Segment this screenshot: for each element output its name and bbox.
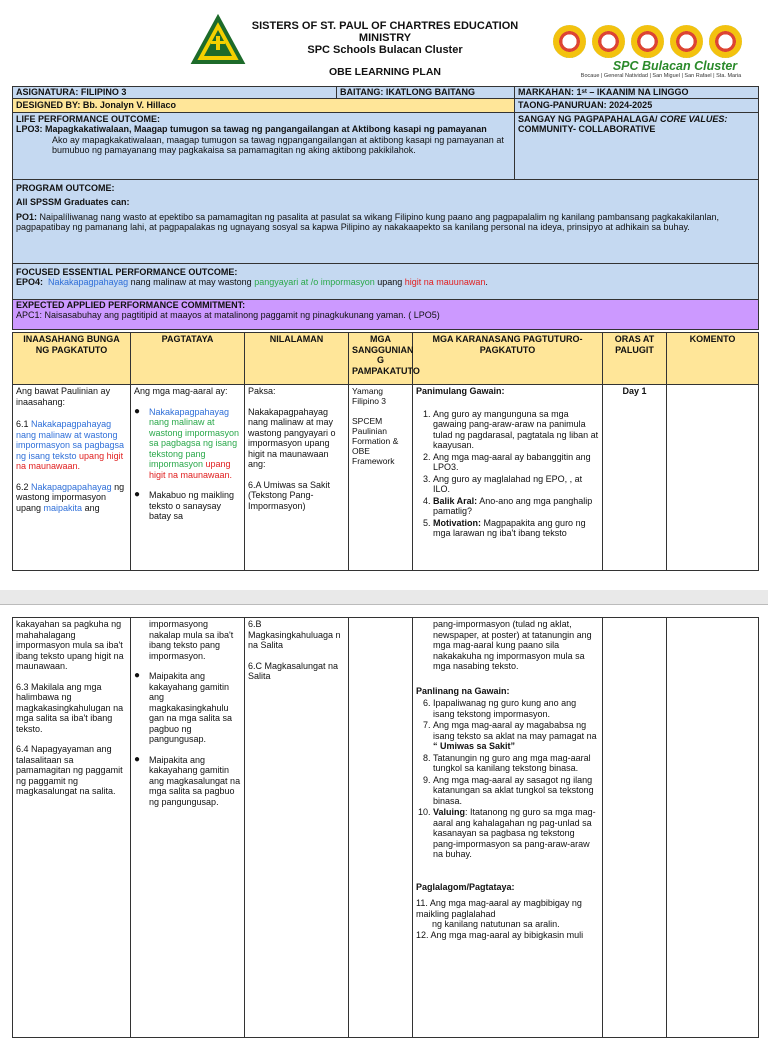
- b61-green: nang malinaw at wastong impormasyon sa pagbagsa ng isang teksto: [16, 429, 125, 461]
- list-item: 8. Tatanungin ng guro ang mga mag-aaral tungkol sa kanilang tekstong binasa.: [433, 753, 599, 774]
- list-item: 3. Ang guro ay maglalahad ng EPO, , at ILO.: [433, 474, 599, 495]
- lpo3-detail: Ako ay mapagkakatiwalaan, maagap tumugon sa tawag ngpangangailangan at aktibong kasapi ng pamayanan at bumubuo ng pamayanang may pagkakaisa sa pamamagitan ng aking aktibong pakikilahok.: [52, 134, 504, 155]
- list-item: 7. Ang mga mag-aaral ay magababsa ng isang teksto sa aklat na may pamagat na “ Umiwas sa Sakit”: [433, 720, 599, 752]
- b62-blue2: maipakita: [43, 502, 83, 513]
- lpo3-text: LPO3: Mapagkakatiwalaan, Maagap tumugon sa tawag ng pangangailangan at Aktibong kasapi ng pamayanan: [16, 124, 487, 134]
- core-values-italic: CORE VALUES:: [657, 113, 728, 124]
- program-outcome-sub: All SPSSM Graduates can:: [16, 197, 130, 207]
- baitang: BAITANG: IKATLONG BAITANG: [337, 87, 515, 99]
- bunga-continued: kakayahan sa pagkuha ng mahahalagang impormasyon mula sa iba't ibang teksto upang higit na maunawaan.: [16, 619, 124, 671]
- b62-black: ng wastong impormasyon upang: [16, 481, 125, 513]
- lesson-table: [12, 332, 759, 571]
- col-header-oras: ORAS AT PALUGIT: [603, 333, 667, 385]
- bunga-6-4: 6.4 Napagyayaman ang talasalitaan sa pamamagitan ng paggamit ng paggamit ng magkasalungat na salita.: [16, 744, 123, 796]
- nilalaman-cell-continued: [245, 618, 349, 1038]
- epo4-part3: pangyayari at /o impormasyon: [254, 277, 375, 287]
- commitment-heading: EXPECTED APPLIED PERFORMANCE COMMITMENT:: [16, 299, 246, 310]
- life-outcome-heading: LIFE PERFORMANCE OUTCOME:: [16, 113, 160, 124]
- list-item: 10. Valuing: Itatanong ng guro sa mga mag-aaral ang kahalagahan ng pag-unlad sa kasanayan sa pagbasa ng tekstong pang-impormasyon sa pang-araw-araw na buhay.: [433, 807, 599, 860]
- header-titles: [230, 20, 540, 56]
- list-item: 6. Ipapaliwanag ng guro kung ano ang isang tekstong impormasyon.: [433, 698, 599, 719]
- commitment-cell: [13, 299, 759, 329]
- taong-panuruan: TAONG-PANURUAN: 2024-2025: [515, 99, 759, 113]
- life-outcome-cell: [13, 112, 515, 179]
- paglalagom-12: 12. Ang mga mag-aaral ay bibigkasin muli: [416, 929, 584, 940]
- karanasan-cell-continued: [413, 618, 603, 1038]
- po1-label: PO1:: [16, 211, 38, 222]
- cluster-places: Bocaue | General Natividad | San Miguel | San Rafael | Sta. Maria: [580, 73, 742, 79]
- nilalaman-c: 6.C Magkasalungat na Salita: [248, 660, 339, 681]
- pagtataya-cell: [131, 385, 245, 571]
- sanggunian-1: Yamang Filipino 3: [352, 386, 387, 406]
- list-item: 2. Ang mga mag-aaral ay babanggitin ang LPO3.: [433, 452, 599, 473]
- program-outcome-heading: PROGRAM OUTCOME:: [16, 182, 115, 193]
- b62-blue: Nakapagpapahayag: [31, 481, 112, 492]
- karanasan-cell: [413, 385, 603, 571]
- col-header-karanasan: MGA KARANASANG PAGTUTURO-PAGKATUTO: [413, 333, 603, 385]
- list-item: 4. Balik Aral: Ano-ano ang mga panghalip pamatlig?: [433, 496, 599, 517]
- school-seals: [553, 25, 753, 59]
- bunga-6-3: 6.3 Makilala ang mga halimbawa ng magkakasingkahulugan na mga salita sa iba't ibang teksto.: [16, 681, 124, 734]
- b61-red: upang higit na maunawaan.: [16, 450, 124, 471]
- page-gap: [0, 590, 768, 604]
- pagtataya-item: ● Nakakapagpahayag nang malinaw at wastong impormasyon sa pagbagsa ng isang tekstong pang impormasyon upang higit na maunawaan.: [134, 407, 241, 481]
- school-seal-icon: [592, 25, 625, 58]
- pagtataya-intro: Ang mga mag-aaral ay:: [134, 386, 228, 396]
- pagtataya-continued: impormasyong nakalap mula sa iba't ibang teksto pang impormasyon.: [149, 619, 234, 661]
- sanggunian-cell: [349, 385, 413, 571]
- nilalaman-cell: [245, 385, 349, 571]
- pagtataya-item: ● Maipakita ang kakayahang gamitin ang magkasalungat na mga salita sa pagbuo ng pangungusap.: [134, 755, 241, 808]
- markahan: MARKAHAN: 1ˢᵗ – IKAANIM NA LINGGO: [515, 87, 759, 99]
- list-item: 5. Motivation: Magpapakita ang guro ng mga larawan ng iba't ibang teksto: [433, 518, 599, 539]
- paglalagom-11: 11. Ang mga mag-aaral ay magbibigay ng maikling paglalahad: [416, 898, 582, 919]
- col-header-nilalaman: NILALAMAN: [245, 333, 349, 385]
- asignatura: ASIGNATURA: FILIPINO 3: [13, 87, 337, 99]
- nilalaman-b: 6.B Magkasingkahuluaga n na Salita: [248, 619, 341, 650]
- karanasan-continued: pang-impormasyon (tulad ng aklat, newspaper, at poster) at tatanungin ang mga mag-aaral kung paano sila nakakakuha ng impormasyon mula sa mga nasabing teksto.: [433, 619, 592, 671]
- plan-title: OBE LEARNING PLAN: [328, 66, 441, 78]
- lesson-table-continued: [12, 617, 759, 1038]
- col-header-sanggunian: MGA SANGGUNIAN G PAMPAKATUTO: [349, 333, 413, 385]
- epo4-part4: upang: [374, 277, 405, 287]
- nilalaman-label: Paksa:: [248, 386, 276, 396]
- ministry-title: SISTERS OF ST. PAUL OF CHARTRES EDUCATION MINISTRY: [251, 20, 519, 44]
- list-item: 1. Ang guro ay mangunguna sa mga gawaing pang-araw-araw na panimula tulad ng pagdarasal, pagtatala ng liban at kaayusan.: [433, 409, 599, 451]
- col-header-komento: KOMENTO: [667, 333, 759, 385]
- bunga-intro: Ang bawat Paulinian ay inaasahang:: [16, 386, 111, 407]
- epo4-part5: higit na mauunawan: [404, 277, 486, 287]
- info-table: [12, 86, 759, 330]
- sanggunian-cell-continued: [349, 618, 413, 1038]
- commitment-text: APC1: Naisasabuhay ang pagtitipid at maayos at matalinong paggamit ng pinagkukunang yaman. ( LPO5): [16, 309, 440, 320]
- panlinang-heading: Panlinang na Gawain:: [416, 685, 510, 696]
- school-seal-icon: [709, 25, 742, 58]
- cluster-title: SPC Schools Bulacan Cluster: [307, 44, 463, 56]
- epo4-part2: nang malinaw at may wastong: [128, 277, 255, 287]
- program-outcome-cell: [13, 179, 759, 263]
- pagtataya-item: ● Makabuo ng maikling teksto o sanaysay batay sa: [134, 490, 241, 522]
- core-values-value: COMMUNITY- COLLABORATIVE: [518, 124, 656, 134]
- panlinang-list: [416, 698, 599, 860]
- po1-text: Naipalíliwanag nang wasto at epektibo sa pamamagitan ng pasalita at pasulat sa wikang Filipino kung paano ang pagpapalalim ng kanilang pambansang pagkakakilanlan, pagpapatibay ng pamanang lahi, at pagpapalakas ng ugnayang sosyal sa kapwa Pilipino ay nakakaapekto sa kanilang personal na ideya, prinsipyo at adhikain sa buhay.: [16, 211, 719, 232]
- bunga-cell: [13, 385, 131, 571]
- col-header-pagtataya: PAGTATAYA: [131, 333, 245, 385]
- sanggunian-2: SPCEM Paulinian Formation & OBE Framework: [352, 416, 399, 466]
- school-seal-icon: [631, 25, 664, 58]
- komento-cell: [667, 385, 759, 571]
- oras-cell: Day 1: [603, 385, 667, 571]
- bunga-cell-continued: [13, 618, 131, 1038]
- school-seal-icon: [670, 25, 703, 58]
- b61-blue: Nakakapagpahayag: [31, 419, 112, 429]
- epo4-label: EPO4:: [16, 277, 44, 287]
- komento-cell-continued: [667, 618, 759, 1038]
- nilalaman-a: 6.A Umiwas sa Sakit (Tekstong Pang-Impormasyon): [248, 479, 331, 511]
- focused-outcome-heading: FOCUSED ESSENTIAL PERFORMANCE OUTCOME:: [16, 266, 238, 277]
- col-header-bunga: INAASAHANG BUNGA NG PAGKATUTO: [13, 333, 131, 385]
- b62-black2: ang: [82, 502, 100, 513]
- designed-by: DESIGNED BY: Bb. Jonalyn V. Hillaco: [13, 99, 515, 113]
- nilalaman-body: Nakakapagpahayag nang malinaw at may wastong pangyayari o impormasyon upang higit na maunawaan ang:: [248, 406, 336, 469]
- focused-outcome-cell: [13, 263, 759, 299]
- pagtataya-item: ● Maipakita ang kakayahang gamitin ang magkakasingkahulu gan na mga salita sa pagbuo ng pangungusap.: [134, 671, 241, 745]
- panimula-heading: Panimulang Gawain:: [416, 386, 505, 396]
- cluster-logo-text: SPC Bulacan Cluster: [612, 59, 738, 73]
- b62-num: 6.2: [16, 481, 32, 492]
- paglalagom-heading: Paglalagom/Pagtataya:: [416, 881, 515, 892]
- paglalagom-11b: ng kanilang natutunan sa aralin.: [432, 919, 560, 929]
- b61-num: 6.1: [16, 419, 32, 429]
- epo4-part1: Nakakapagpahayag: [48, 277, 129, 287]
- school-seal-icon: [553, 25, 586, 58]
- core-values-cell: [515, 112, 759, 179]
- epo4-part6: .: [485, 277, 488, 287]
- core-values-label: SANGAY NG PAGPAPAHALAGA/: [518, 113, 658, 124]
- panimula-list: [416, 409, 599, 539]
- page-two: [0, 604, 768, 1025]
- pagtataya-cell-continued: [131, 618, 245, 1038]
- list-item: 9. Ang mga mag-aaral ay sasagot ng ilang katanungan sa aklat tungkol sa tekstong binasa.: [433, 775, 599, 807]
- oras-cell-continued: [603, 618, 667, 1038]
